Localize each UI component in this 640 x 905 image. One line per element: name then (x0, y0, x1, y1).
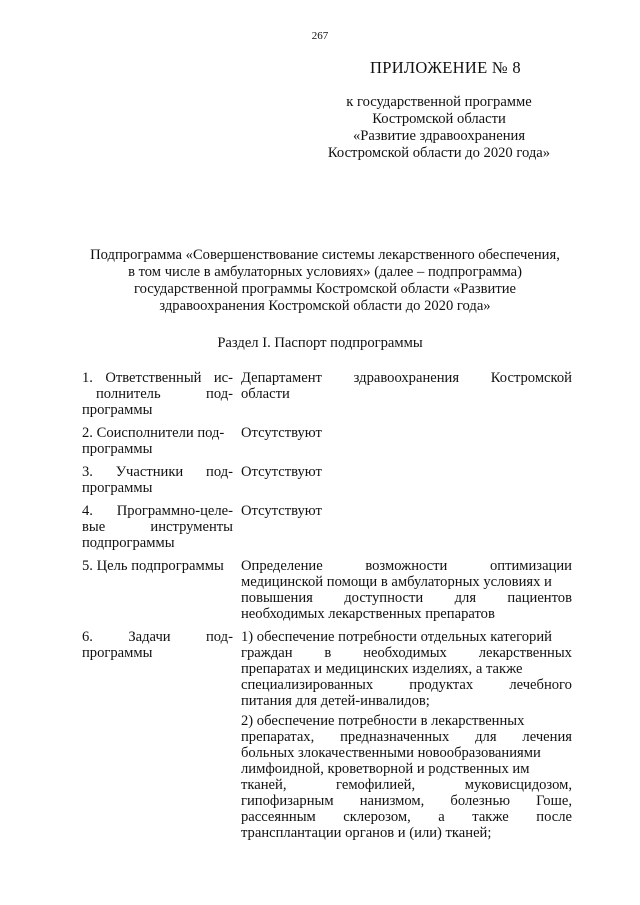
appendix-title: ПРИЛОЖЕНИЕ № 8 (370, 58, 521, 77)
subprogram-title (60, 247, 590, 315)
passport-label: 1. Ответственный ис- полнитель под- программы (82, 370, 233, 418)
subprogram-title-line: в том числе в амбулаторных условиях» (далее – подпрограмма) (128, 264, 522, 280)
passport-row-participants (82, 464, 572, 496)
appendix-reference (300, 94, 578, 162)
passport-row-goal (82, 558, 572, 622)
passport-label: 2. Соисполнители под- программы (82, 425, 225, 457)
passport-label: 4. Программно-целе- вые инструменты подпрограммы (82, 503, 233, 551)
page-number: 267 (311, 30, 329, 42)
passport-row-instruments (82, 503, 572, 551)
passport-value: Отсутствуют (241, 503, 322, 519)
passport-value: Департамент здравоохранения Костромской области (241, 370, 572, 402)
section-title: Раздел I. Паспорт подпрограммы (217, 335, 423, 351)
subprogram-title-line: здравоохранения Костромской области до 2020 года» (159, 298, 491, 314)
appendix-line: к государственной программе (346, 94, 532, 110)
passport-row-coexecutors (82, 425, 572, 457)
subprogram-title-line: Подпрограмма «Совершенствование системы лекарственного обеспечения, (90, 247, 560, 263)
passport-value: Отсутствуют (241, 464, 322, 480)
subprogram-title-line: государственной программы Костромской области «Развитие (133, 281, 517, 297)
appendix-line: «Развитие здравоохранения (352, 128, 526, 144)
passport-label: 6. Задачи под- программы (82, 629, 233, 661)
passport-row-responsible (82, 370, 572, 418)
passport-value (241, 629, 572, 841)
passport-row-tasks (82, 629, 572, 841)
passport-value: Определение возможности оптимизации медицинской помощи в амбулаторных условиях и повышения доступности для пациентов необходимых лекарственных препаратов (241, 558, 572, 622)
task-item-1: 1) обеспечение потребности отдельных категорий граждан в необходимых лекарственных препаратах и медицинских изделиях, а также специализированных продуктах лечебного питания для детей-инвалидов; (241, 629, 572, 709)
appendix-line: Костромской области до 2020 года» (327, 145, 551, 161)
task-item-2: 2) обеспечение потребности в лекарственных препаратах, предназначенных для лечения больных злокачественными новообразованиями лимфоидной, кроветворной и родственных им тканей, гемофилией, муковисцидозом, гипофизарным нанизмом, болезнью Гоше, рассеянным склерозом, а также после трансплантации органов и (или) тканей; (241, 713, 572, 841)
passport-value: Отсутствуют (241, 425, 322, 441)
passport-table (82, 370, 572, 848)
passport-label: 5. Цель подпрограммы (82, 558, 224, 574)
appendix-line: Костромской области (372, 111, 506, 127)
passport-label: 3. Участники под- программы (82, 464, 233, 496)
